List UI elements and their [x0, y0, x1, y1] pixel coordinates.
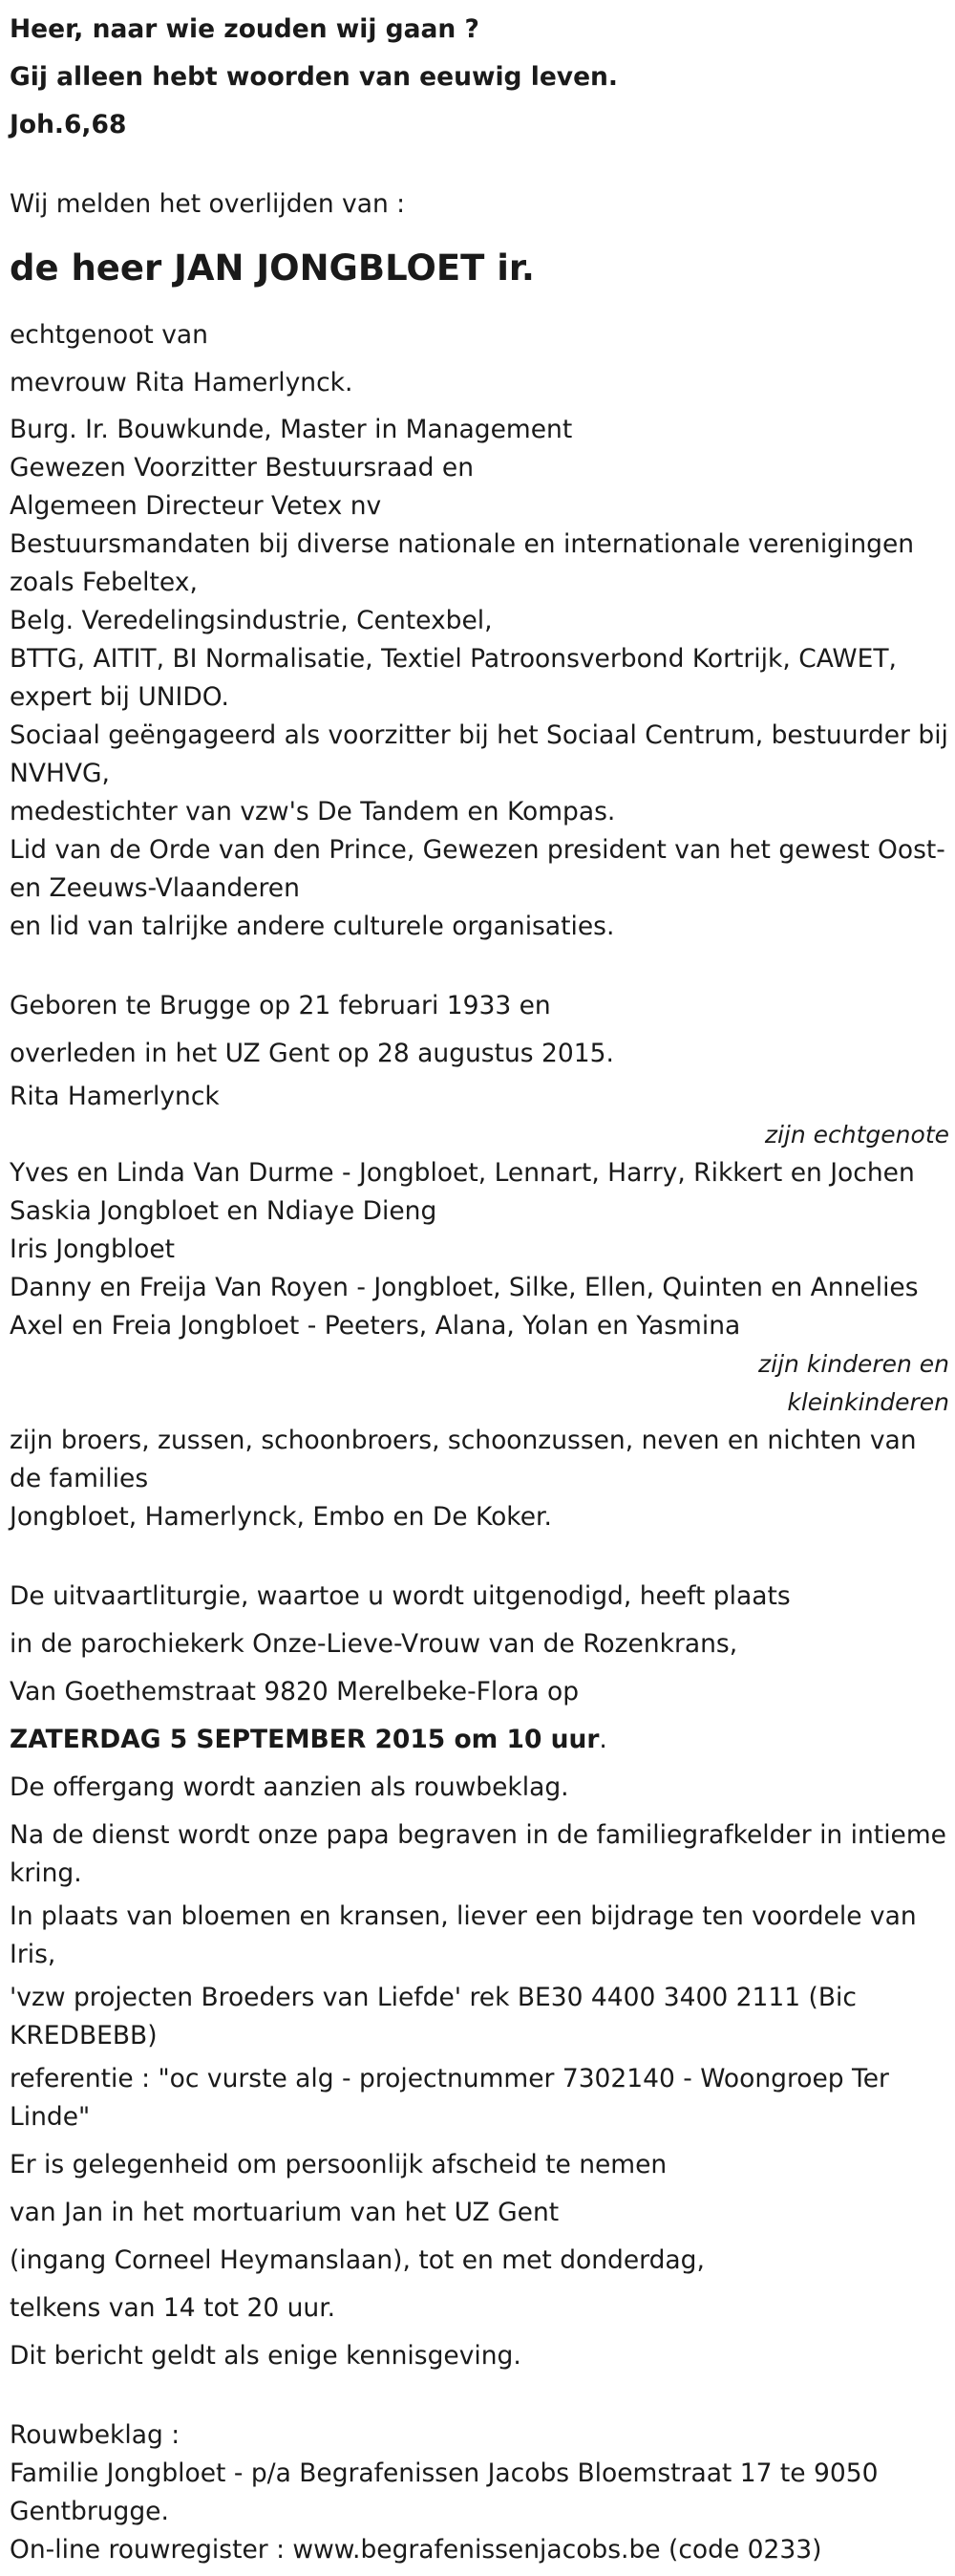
condolence-section: [10, 2416, 955, 2569]
death-line: overleden in het UZ Gent op 28 augustus 2015.: [10, 1039, 614, 1068]
donation-line: In plaats van bloemen en kransen, liever een bijdrage ten voordele van Iris,: [10, 1901, 917, 1969]
condolence-address: Familie Jongbloet - p/a Begrafenissen Jacobs Bloemstraat 17 te 9050 Gentbrugge.: [10, 2458, 879, 2526]
funeral-date-line: [10, 1716, 955, 1764]
families-line: Jongbloet, Hamerlynck, Embo en De Koker.: [10, 1502, 552, 1532]
funeral-line-3: Van Goethemstraat 9820 Merelbeke-Flora op: [10, 1677, 580, 1707]
child-line: Axel en Freia Jongbloet - Peeters, Alana, Yolan en Yasmina: [10, 1311, 741, 1341]
funeral-line-1: De uitvaartliturgie, waartoe u wordt uitgenodigd, heeft plaats: [10, 1581, 791, 1611]
reference-line: referentie : "oc vurste alg - projectnummer 7302140 - Woongroep Ter Linde": [10, 2064, 889, 2132]
children-label-1: zijn kinderen en: [758, 1350, 949, 1378]
children-label-2: kleinkinderen: [787, 1388, 949, 1416]
career-line: Bestuursmandaten bij diverse nationale en internationale verenigingen zoals Febeltex,: [10, 529, 915, 597]
career-section: [10, 411, 955, 946]
notice-line: Dit bericht geldt als enige kennisgeving.: [10, 2341, 521, 2371]
spouse-label: zijn echtgenote: [764, 1121, 949, 1148]
relatives-line: zijn broers, zussen, schoonbroers, schoonzussen, neven en nichten van de families: [10, 1426, 917, 1493]
farewell-line-1: Er is gelegenheid om persoonlijk afscheid te nemen: [10, 2150, 668, 2179]
career-line: medestichter van vzw's De Tandem en Kompas.: [10, 797, 616, 826]
birth-death-section: [10, 982, 955, 1078]
career-line: Algemeen Directeur Vetex nv: [10, 491, 382, 521]
career-line: Burg. Ir. Bouwkunde, Master in Management: [10, 415, 573, 444]
spouse-name: Rita Hamerlynck: [10, 1082, 220, 1111]
career-line: en lid van talrijke andere culturele organisaties.: [10, 912, 615, 941]
child-line: Yves en Linda Van Durme - Jongbloet, Lennart, Harry, Rikkert en Jochen: [10, 1158, 915, 1188]
funeral-line-2: in de parochiekerk Onze-Lieve-Vrouw van de Rozenkrans,: [10, 1629, 738, 1659]
career-line: Lid van de Orde van den Prince, Gewezen president van het gewest Oost- en Zeeuws-Vlaanderen: [10, 835, 945, 903]
child-line: Saskia Jongbloet en Ndiaye Dieng: [10, 1196, 437, 1226]
career-line: Gewezen Voorzitter Bestuursraad en: [10, 453, 475, 483]
burial-line: Na de dienst wordt onze papa begraven in de familiegrafkelder in intieme kring.: [10, 1820, 946, 1888]
spouse-line-2: mevrouw Rita Hamerlynck.: [10, 368, 353, 397]
funeral-date-punct: .: [599, 1725, 607, 1754]
career-line: BTTG, AITIT, BI Normalisatie, Textiel Patroonsverbond Kortrijk, CAWET, expert bij UNIDO.: [10, 644, 897, 712]
spouse-section: [10, 311, 955, 407]
family-section: [10, 1078, 955, 1536]
online-register: On-line rouwregister : www.begrafenissenjacobs.be (code 0233): [10, 2535, 822, 2565]
child-line: Iris Jongbloet: [10, 1234, 176, 1264]
farewell-line-2: van Jan in het mortuarium van het UZ Gent: [10, 2198, 560, 2227]
farewell-line-4: telkens van 14 tot 20 uur.: [10, 2293, 336, 2323]
funeral-section: [10, 1573, 955, 2380]
funeral-date: ZATERDAG 5 SEPTEMBER 2015 om 10 uur: [10, 1725, 600, 1754]
farewell-line-3: (ingang Corneel Heymanslaan), tot en met donderdag,: [10, 2245, 705, 2275]
intro-text: Wij melden het overlijden van :: [10, 189, 406, 219]
condolence-label: Rouwbeklag :: [10, 2420, 180, 2450]
quote-reference: Joh.6,68: [10, 110, 127, 140]
child-line: Danny en Freija Van Royen - Jongbloet, Silke, Ellen, Quinten en Annelies: [10, 1273, 919, 1302]
spouse-line-1: echtgenoot van: [10, 320, 208, 350]
birth-line: Geboren te Brugge op 21 februari 1933 en: [10, 991, 551, 1020]
quote-line-2: Gij alleen hebt woorden van eeuwig leven.: [10, 62, 618, 92]
career-line: Sociaal geëngageerd als voorzitter bij het Sociaal Centrum, bestuurder bij NVHVG,: [10, 720, 948, 788]
career-line: Belg. Veredelingsindustrie, Centexbel,: [10, 606, 493, 635]
account-line: 'vzw projecten Broeders van Liefde' rek BE30 4400 3400 2111 (Bic KREDBEBB): [10, 1983, 857, 2050]
deceased-name: de heer JAN JONGBLOET ir.: [10, 247, 535, 289]
quote-line-1: Heer, naar wie zouden wij gaan ?: [10, 14, 479, 44]
bible-quote: [10, 6, 955, 149]
offering-line: De offergang wordt aanzien als rouwbeklag.: [10, 1772, 569, 1802]
